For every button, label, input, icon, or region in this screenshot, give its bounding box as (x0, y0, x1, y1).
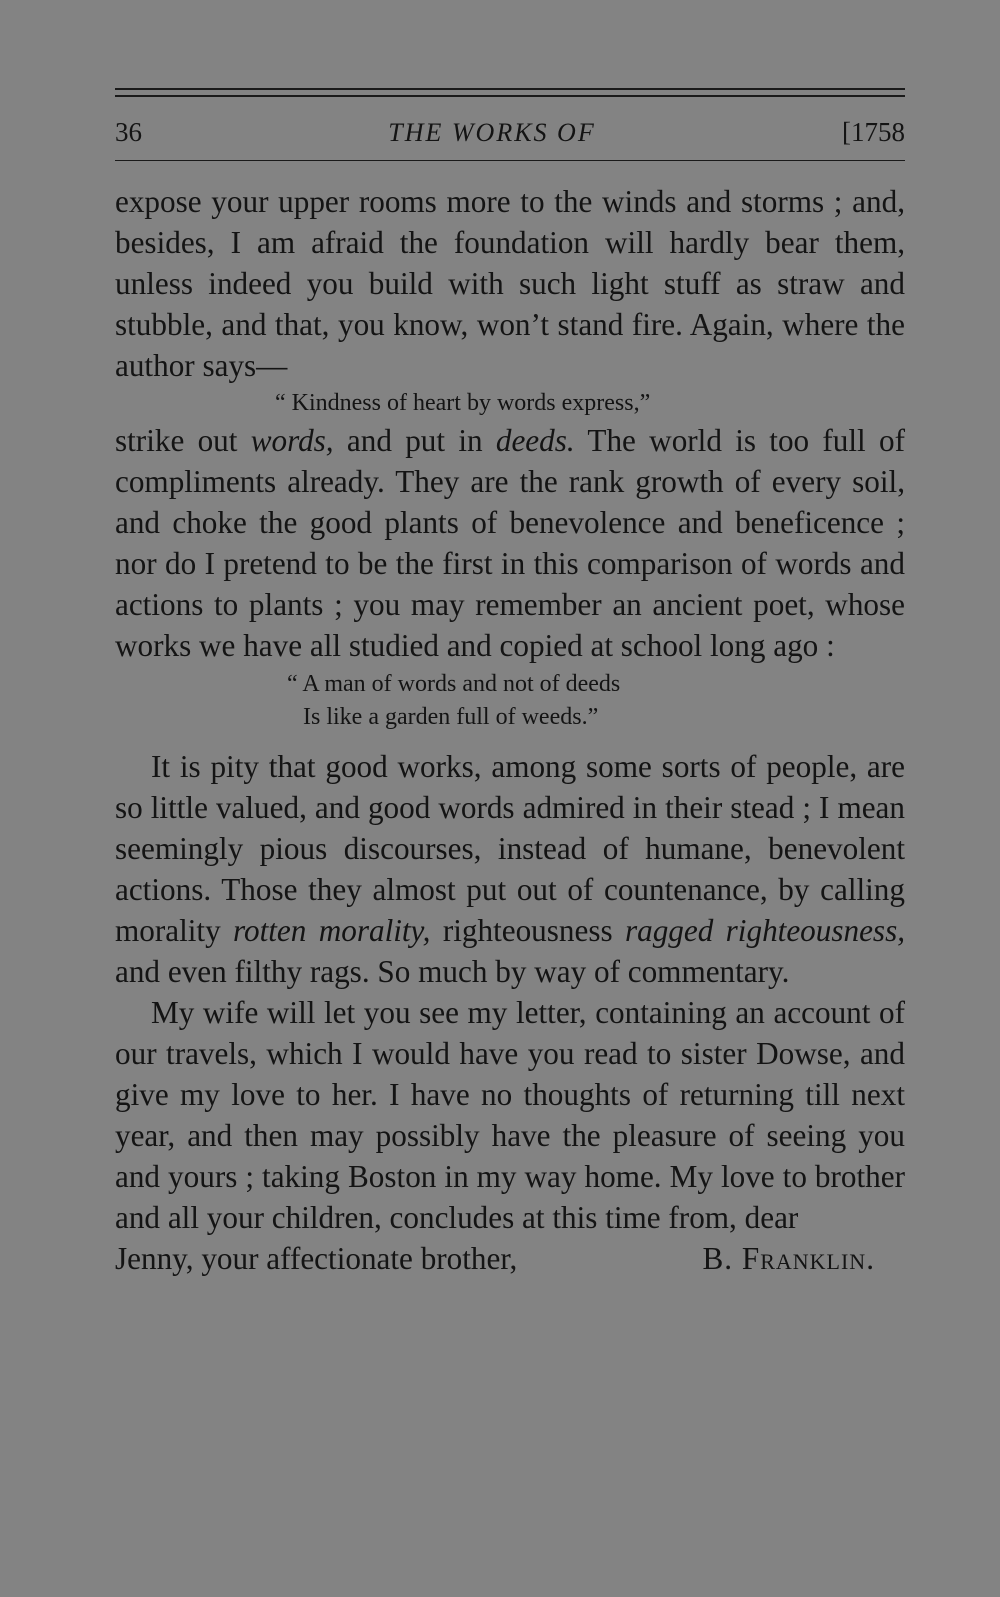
paragraph-2-text-b: and put in (333, 423, 496, 458)
header-rule (115, 160, 905, 161)
running-head (115, 115, 905, 150)
paragraph-3-text-c: and even filthy rags. So much by way of commentary. (115, 954, 790, 989)
book-page (115, 88, 905, 1279)
italic-deeds: deeds. (495, 423, 575, 458)
italic-ragged-righteousness: ragged righteousness, (624, 913, 906, 948)
closing-text: Jenny, your affectionate brother, (115, 1241, 518, 1276)
paragraph-3-text-a: It is pity that good works, among some sorts of people, are so little valued, and good words admired in their stead ; I mean seemingly pious discourses, instead of humane, benevolent actions. Those they almost put out of countenance, by calling morality (115, 749, 905, 948)
paragraph-3 (115, 746, 905, 992)
paragraph-2-text-a: strike out (115, 423, 251, 458)
header-year: [1758 (842, 117, 905, 147)
signoff-line (115, 1238, 905, 1279)
paragraph-2-text-c: The world is too full of compliments already. They are the rank growth of every soil, and choke the good plants of benevolence and beneficence ; nor do I pretend to be the first in this comparison of words and actions to plants ; you may remember an ancient poet, whose works we have all studied and copied at school long ago : (115, 423, 905, 663)
body-text (115, 181, 905, 1279)
header-double-rule (115, 88, 905, 97)
couplet-line-2: Is like a garden full of weeds.” (303, 704, 599, 730)
running-title: THE WORKS OF (388, 118, 596, 147)
couplet-line-1: “ A man of words and not of deeds (287, 671, 621, 697)
italic-words: words, (250, 423, 334, 458)
italic-rotten-morality: rotten morality, (233, 913, 431, 948)
paragraph-4: My wife will let you see my letter, containing an account of our travels, which I would have you read to sister Dowse, and give my love to her. I have no thoughts of returning till next year, and then may possibly have the pleasure of seeing you and yours ; taking Boston in my way home. My love to brother and all your children, concludes at this time from, dear (115, 995, 905, 1235)
page-number: 36 (115, 117, 142, 147)
quotation-couplet (115, 668, 905, 734)
quotation-kindness: “ Kindness of heart by words express,” (275, 390, 651, 416)
signature: B. Franklin. (702, 1241, 875, 1276)
paragraph-1: expose your upper rooms more to the winds and storms ; and, besides, I am afraid the foundation will hardly bear them, unless indeed you build with such light stuff as straw and stubble, and that, you know, won’t stand fire. Again, where the author says— (115, 184, 905, 383)
paragraph-2 (115, 420, 905, 666)
paragraph-3-text-b: righteousness (430, 913, 625, 948)
